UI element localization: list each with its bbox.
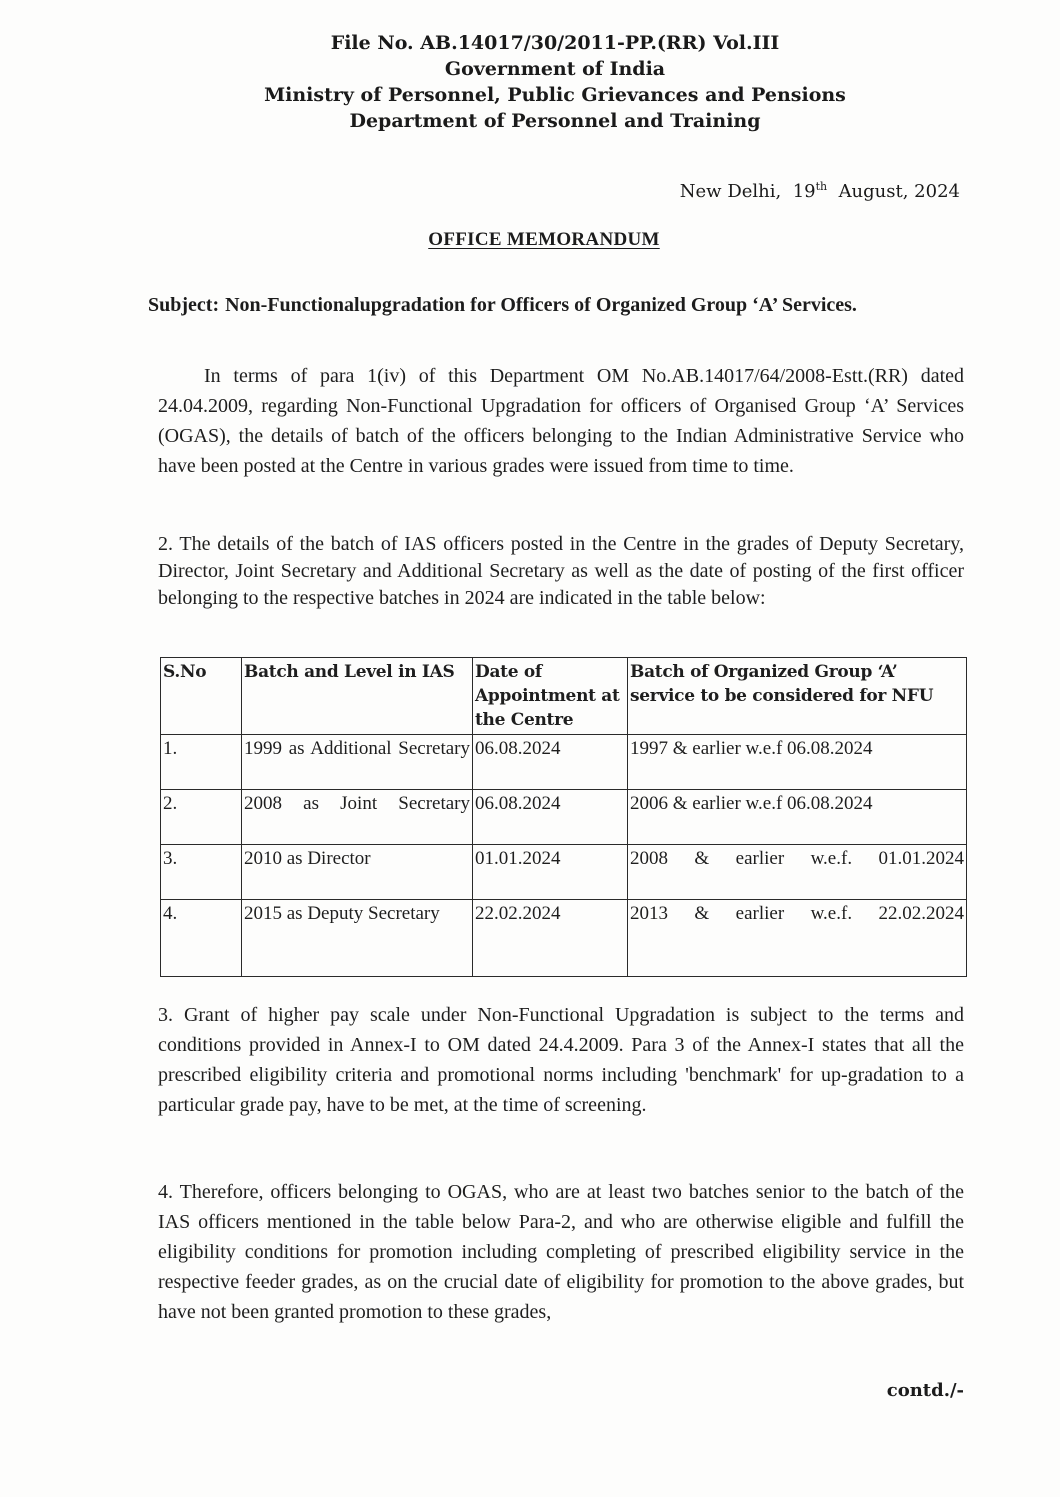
letterhead	[0, 30, 1060, 134]
paragraph-1: In terms of para 1(iv) of this Department OM No.AB.14017/64/2008-Estt.(RR) dated 24.04.2009, regarding Non-Functional Upgradation for officers of Organised Group ‘A’ Services (OGAS), the details of batch of the officers belonging to the Indian Administrative Service who have been posted at the Centre in various grades were issued from time to time.	[158, 365, 964, 477]
cell-ogas-batch: 1997 & earlier w.e.f 06.08.2024	[628, 735, 967, 790]
subject-line	[148, 290, 968, 320]
cell-sno: 3.	[161, 845, 242, 900]
header-sno: S.No	[161, 658, 242, 735]
cell-date: 06.08.2024	[473, 790, 628, 845]
table-row	[161, 735, 967, 790]
cell-batch-level: 2015 as Deputy Secretary	[242, 900, 473, 977]
subject-label: Subject:	[148, 294, 220, 316]
government-name: Government of India	[444, 58, 666, 80]
paragraph-4: 4. Therefore, officers belonging to OGAS, who are at least two batches senior to the batch of the IAS officers mentioned in the table below Para-2, and who are otherwise eligible and fulfill the eligibility conditions for promotion including completing of prescribed eligibility service in the respective feeder grades, as on the crucial date of eligibility for promotion to the above grades, but have not been granted promotion to these grades,	[158, 1181, 964, 1323]
department-name: Department of Personnel and Training	[349, 110, 761, 132]
table-row	[161, 790, 967, 845]
header-batch-level: Batch and Level in IAS	[242, 658, 473, 735]
continued-marker: contd./-	[886, 1380, 964, 1401]
cell-sno: 4.	[161, 900, 242, 977]
cell-date: 06.08.2024	[473, 735, 628, 790]
date-month-year: August, 2024	[838, 181, 960, 202]
cell-sno: 1.	[161, 735, 242, 790]
date-day: 19	[792, 181, 816, 202]
place-and-date	[680, 180, 960, 202]
paragraph-3: 3. Grant of higher pay scale under Non-Functional Upgradation is subject to the terms and conditions provided in Annex-I to OM dated 24.4.2009. Para 3 of the Annex-I states that all the prescribed eligibility criteria and promotional norms including 'benchmark' for up-gradation to a particular grade pay, have to be met, at the time of screening.	[158, 1004, 964, 1116]
nfu-batch-table	[160, 657, 967, 977]
cell-ogas-batch: 2006 & earlier w.e.f 06.08.2024	[628, 790, 967, 845]
cell-batch-level: 2010 as Director	[242, 845, 473, 900]
memo-title-text: OFFICE MEMORANDUM	[428, 229, 660, 250]
memo-title	[0, 229, 1060, 251]
cell-sno: 2.	[161, 790, 242, 845]
cell-date: 01.01.2024	[473, 845, 628, 900]
table-header-row	[161, 658, 967, 735]
ministry-name: Ministry of Personnel, Public Grievances and Pensions	[264, 84, 846, 106]
file-number: File No. AB.14017/30/2011-PP.(RR) Vol.III	[330, 32, 780, 54]
subject-text: Non-Functionalupgradation for Officers of Organized Group ‘A’ Services.	[225, 294, 857, 316]
table-row	[161, 845, 967, 900]
date-day-suffix: th	[815, 180, 828, 193]
cell-ogas-batch: 2013 & earlier w.e.f. 22.02.2024	[628, 900, 967, 977]
cell-batch-level: 1999 as Additional Secretary	[242, 735, 473, 790]
header-ogas-batch: Batch of Organized Group ‘A’ service to be considered for NFU	[628, 658, 967, 735]
place: New Delhi,	[679, 181, 782, 202]
cell-date: 22.02.2024	[473, 900, 628, 977]
paragraph-2: 2. The details of the batch of IAS officers posted in the Centre in the grades of Deputy Secretary, Director, Joint Secretary and Additional Secretary as well as the date of posting of the first officer belonging to the respective batches in 2024 are indicated in the table below:	[158, 533, 964, 609]
table-row	[161, 900, 967, 977]
header-date-appointment: Date of Appointment at the Centre	[473, 658, 628, 735]
cell-batch-level: 2008 as Joint Secretary	[242, 790, 473, 845]
cell-ogas-batch: 2008 & earlier w.e.f. 01.01.2024	[628, 845, 967, 900]
